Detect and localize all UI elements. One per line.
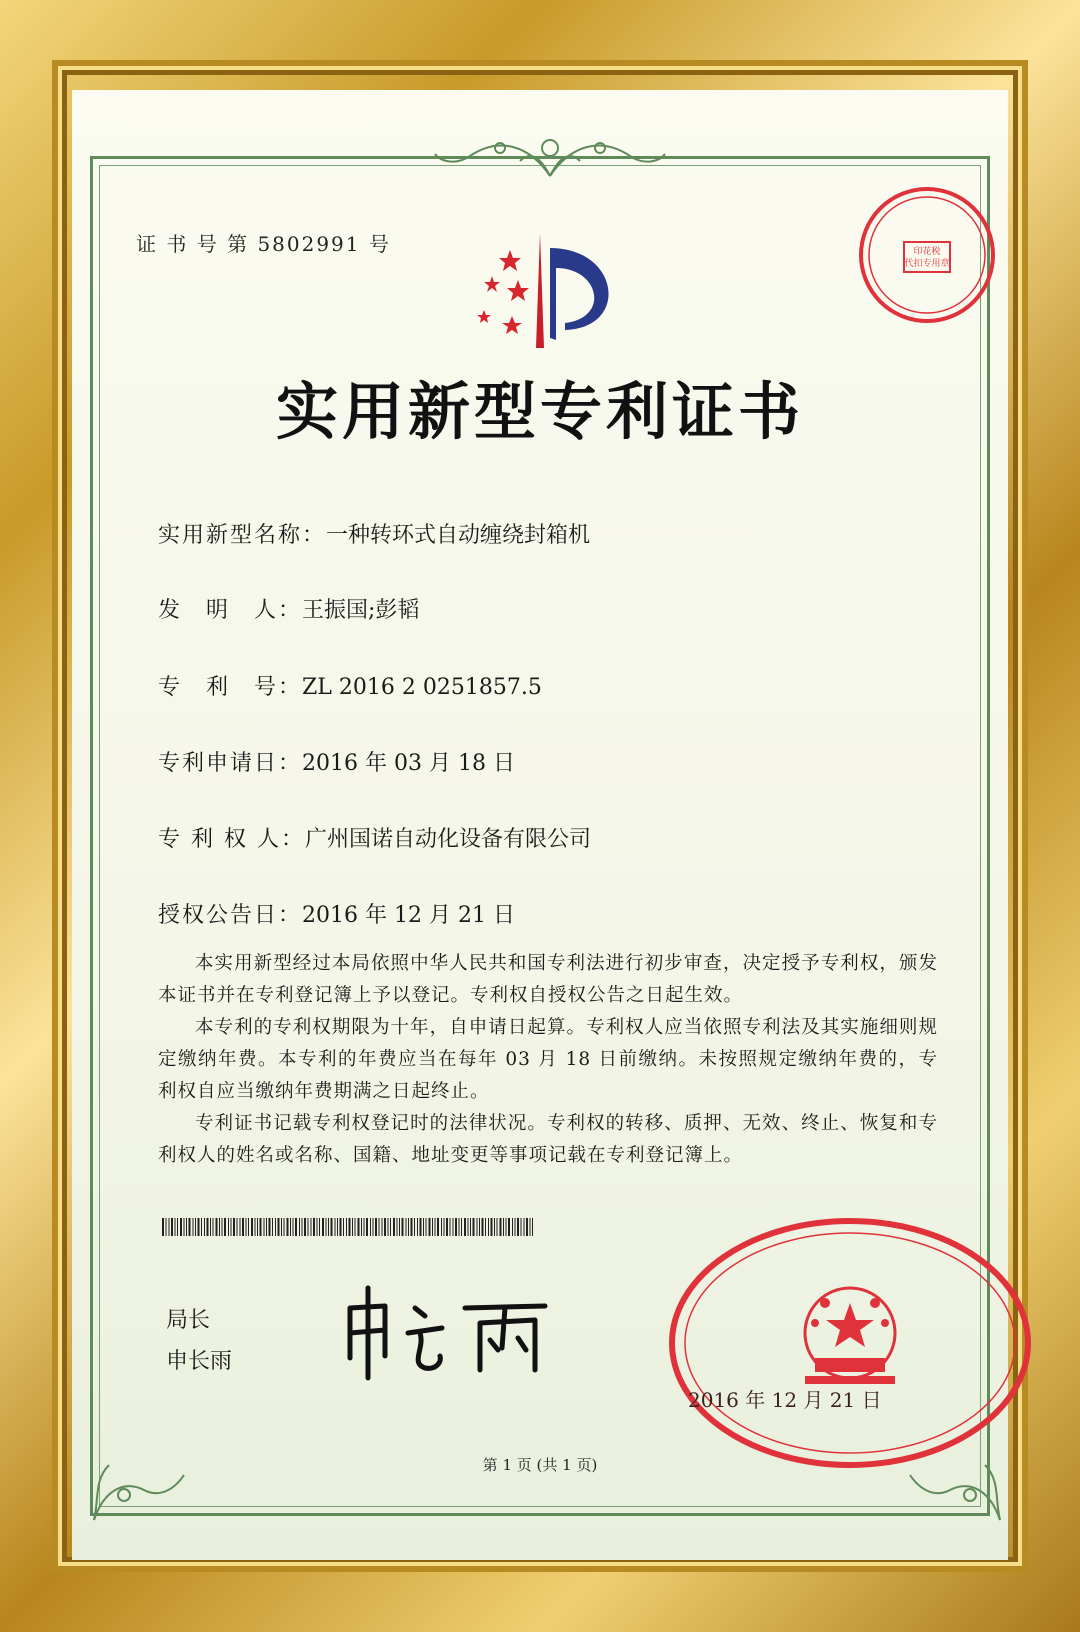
- director-name: 申长雨: [166, 1349, 233, 1374]
- grant-date-row: [158, 898, 515, 929]
- certificate-title: 实用新型专利证书: [275, 375, 804, 448]
- filing-date-value: 2016 年 03 月 18 日: [302, 751, 515, 776]
- svg-text:印花税: 印花税: [913, 247, 941, 257]
- barcode-icon: [162, 1218, 534, 1236]
- office-seal-icon: [660, 1208, 1040, 1468]
- sipo-emblem-icon: [470, 228, 630, 358]
- patent-number-label: 专 利 号：: [158, 675, 303, 700]
- inventor-value: 王振国;彭韬: [302, 598, 420, 623]
- patentee-row: [158, 822, 591, 853]
- utility-model-name-value: 一种转环式自动缠绕封箱机: [326, 523, 591, 548]
- svg-text:代扣专用章: 代扣专用章: [904, 259, 950, 269]
- patent-number-value: ZL 2016 2 0251857.5: [302, 675, 542, 700]
- certificate-number-label: 证 书 号 第: [136, 232, 250, 256]
- seal-date: 2016 年 12 月 21 日: [688, 1388, 882, 1412]
- page-number: 第 1 页 (共 1 页): [482, 1456, 598, 1474]
- patentee-label: 专 利 权 人：: [158, 827, 305, 852]
- utility-model-name-label: 实用新型名称：: [158, 523, 327, 548]
- paragraph-grant-statement: 本实用新型经过本局依照中华人民共和国专利法进行初步审查，决定授予专利权，颁发本证书并在专利登记簿上予以登记。专利权自授权公告之日起生效。: [158, 953, 938, 1006]
- director-signature: [330, 1278, 570, 1388]
- filing-date-row: [158, 746, 515, 777]
- patent-number-row: [158, 670, 542, 701]
- grant-date-label: 授权公告日：: [158, 903, 303, 928]
- filing-date-label: 专利申请日：: [158, 751, 303, 776]
- certificate-number-value: 5802991: [257, 232, 361, 256]
- paragraph-legal-status: 专利证书记载专利权登记时的法律状况。专利权的转移、质押、无效、终止、恢复和专利权人的姓名或名称、国籍、地址变更等事项记载在专利登记簿上。: [158, 1113, 938, 1166]
- top-ornament-icon: [430, 126, 670, 186]
- inventor-row: [158, 593, 419, 624]
- certificate-number: [136, 228, 391, 257]
- certificate-number-suffix: 号: [368, 232, 391, 256]
- paragraph-term-statement: 本专利的专利权期限为十年，自申请日起算。专利权人应当依照专利法及其实施细则规定缴纳年费。本专利的年费应当在每年 03 月 18 日前缴纳。未按照规定缴纳年费的，专利权自应当缴纳年费期满之日起终止。: [158, 1017, 938, 1102]
- utility-model-name-row: [158, 518, 590, 549]
- grant-date-value: 2016 年 12 月 21 日: [302, 903, 515, 928]
- director-title: 局长: [166, 1308, 211, 1333]
- patentee-value: 广州国诺自动化设备有限公司: [304, 827, 591, 852]
- tax-stamp-icon: [852, 180, 1002, 330]
- inventor-label: 发 明 人：: [158, 598, 303, 623]
